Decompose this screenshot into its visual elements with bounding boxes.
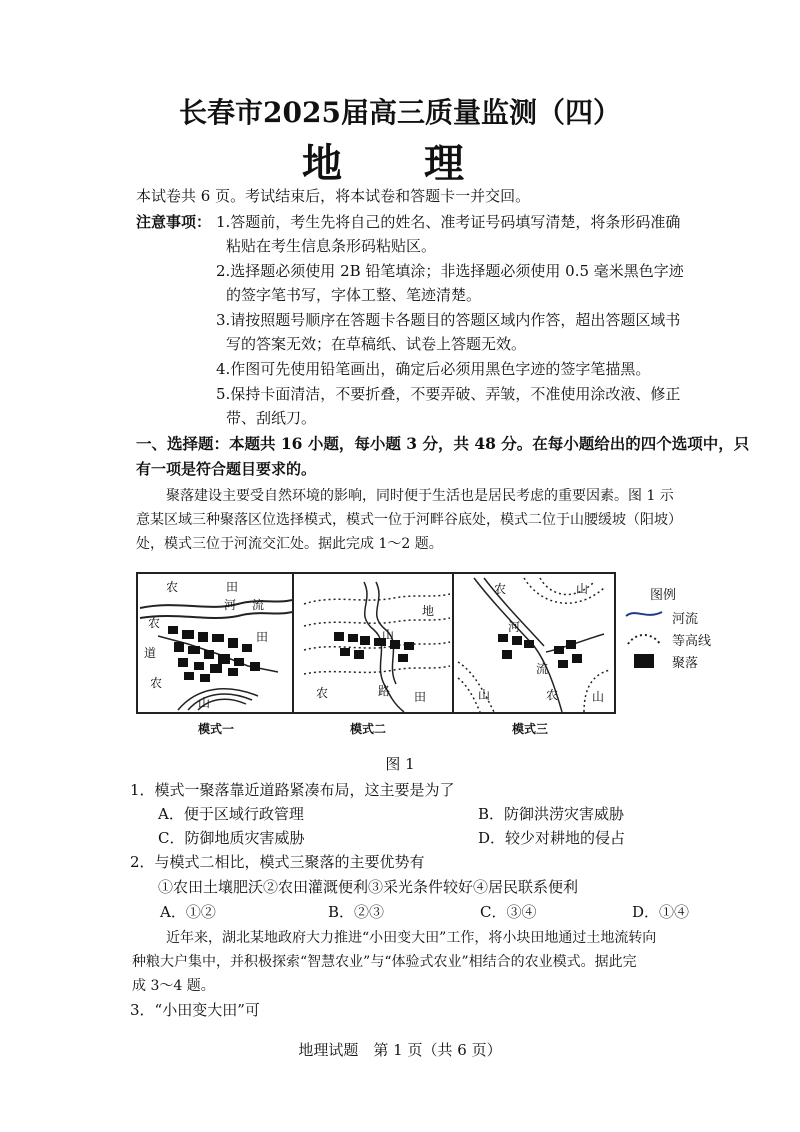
- panel-3-label: 山: [576, 582, 589, 596]
- page-footer: 地理试题 第 1 页（共 6 页）: [298, 1041, 502, 1059]
- panel-1-label: 道: [144, 646, 157, 660]
- question-2-option-d: D．①④: [632, 903, 690, 921]
- panel-1-caption: 模式一: [198, 722, 235, 736]
- passage1-line1: 聚落建设主要受自然环境的影响，同时便于生活也是居民考虑的重要因素。图 1 示: [166, 488, 674, 504]
- passage2-line3: 成 3～4 题。: [132, 978, 215, 994]
- panel-3-label: 农: [546, 688, 559, 702]
- legend-symbols: [622, 606, 666, 670]
- legend-contour-label: 等高线: [672, 634, 712, 649]
- notice-item-1-cont: 粘贴在考生信息条形码粘贴区。: [226, 237, 437, 255]
- passage1-line2: 意某区域三种聚落区位选择模式，模式一位于河畔谷底处，模式二位于山腰缓坡（阳坡）: [136, 512, 682, 528]
- panel-3-caption: 模式三: [512, 722, 549, 736]
- panel-1-label: 田: [226, 580, 239, 594]
- notice-item-2-cont: 的签字笔书写，字体工整、笔迹清楚。: [226, 286, 482, 304]
- panel-2-label: 路: [378, 684, 391, 698]
- question-1-option-c: C．防御地质灾害威胁: [158, 829, 305, 847]
- panel-1-label: 田: [256, 630, 269, 644]
- question-1-option-b: B．防御洪涝灾害威胁: [478, 805, 625, 823]
- panel-1-label: 河: [224, 598, 237, 612]
- panel-2-caption: 模式二: [350, 722, 387, 736]
- panel-3-label: 河: [508, 620, 521, 634]
- section-heading: 一、选择题：本题共 16 小题，每小题 3 分，共 48 分。在每小题给出的四个选项中，只: [136, 434, 750, 453]
- figure-panel-2: [294, 574, 454, 712]
- figure-legend: [622, 584, 732, 674]
- question-3-stem: 3．“小田变大田”可: [130, 1001, 260, 1019]
- question-2-option-b: B．②③: [328, 903, 385, 921]
- question-2-items: ①农田土壤肥沃②农田灌溉便利③采光条件较好④居民联系便利: [158, 878, 579, 896]
- question-2-option-a: A．①②: [160, 903, 216, 921]
- subject-title: 地 理: [302, 140, 498, 187]
- question-1-option-d: D．较少对耕地的侵占: [478, 829, 626, 847]
- figure-panel-1: [138, 574, 294, 712]
- notice-label: 注意事项：: [136, 213, 212, 231]
- question-2-option-c: C．③④: [480, 903, 537, 921]
- passage2-line1: 近年来，湖北某地政府大力推进“小田变大田”工作，将小块田地通过土地流转向: [166, 930, 657, 946]
- notice-item-4: 4.作图可先使用铅笔画出，确定后必须用黑色字迹的签字笔描黑。: [216, 360, 651, 378]
- panel-1-label: 山: [198, 696, 211, 710]
- panel-1-label: 流: [252, 598, 265, 612]
- notice-item-3-cont: 写的答案无效；在草稿纸、试卷上答题无效。: [226, 335, 527, 353]
- panel-2-label: 山: [382, 628, 395, 642]
- notice-item-2: 2.选择题必须使用 2B 铅笔填涂；非选择题必须使用 0.5 毫米黑色字迹: [216, 262, 684, 280]
- section-heading-cont: 有一项是符合题目要求的。: [136, 460, 317, 478]
- intro-text: 本试卷共 6 页。考试结束后，将本试卷和答题卡一并交回。: [136, 187, 531, 205]
- panel-3-label: 山: [592, 690, 605, 704]
- passage2-line2: 种粮大户集中，并积极探索“智慧农业”与“体验式农业”相结合的农业模式。据此完: [132, 954, 637, 970]
- notice-item-5-cont: 带、刮纸刀。: [226, 409, 317, 427]
- panel-1-label: 农: [166, 580, 179, 594]
- exam-title: 长春市2025届高三质量监测（四）: [179, 96, 621, 129]
- notice-item-3: 3.请按照题号顺序在答题卡各题目的答题区域内作答，超出答题区域书: [216, 311, 681, 329]
- panel-2-label: 田: [414, 690, 427, 704]
- panel-2-label: 农: [316, 686, 329, 700]
- panel-2-label: 地: [422, 604, 435, 618]
- figure-number: 图 1: [385, 755, 415, 773]
- figure-panel-3: [454, 574, 614, 712]
- river-symbol-icon: [626, 612, 662, 616]
- legend-settlement-label: 聚落: [672, 656, 699, 671]
- notice-item-1: 1.答题前，考生先将自己的姓名、准考证号码填写清楚，将条形码准确: [216, 213, 681, 231]
- legend-title: 图例: [650, 588, 677, 603]
- question-2-stem: 2．与模式二相比，模式三聚落的主要优势有: [130, 853, 425, 871]
- panel-1-label: 农: [150, 676, 163, 690]
- panel-3-label: 流: [536, 662, 549, 676]
- passage1-line3: 处，模式三位于河流交汇处。据此完成 1～2 题。: [136, 536, 443, 552]
- settlement-symbol-icon: [634, 654, 654, 668]
- notice-item-5: 5.保持卡面清洁，不要折叠，不要弄破、弄皱，不准使用涂改液、修正: [216, 385, 681, 403]
- panel-3-label: 农: [494, 582, 507, 596]
- legend-river-label: 河流: [672, 612, 699, 627]
- panel-1-label: 农: [148, 616, 161, 630]
- figure-1-frame: [136, 572, 616, 714]
- panel-1-map: [138, 574, 292, 712]
- panel-3-label: 山: [478, 688, 491, 702]
- contour-symbol-icon: [628, 635, 660, 644]
- question-1-option-a: A．便于区域行政管理: [158, 805, 304, 823]
- question-1-stem: 1．模式一聚落靠近道路紧凑布局，这主要是为了: [130, 781, 455, 799]
